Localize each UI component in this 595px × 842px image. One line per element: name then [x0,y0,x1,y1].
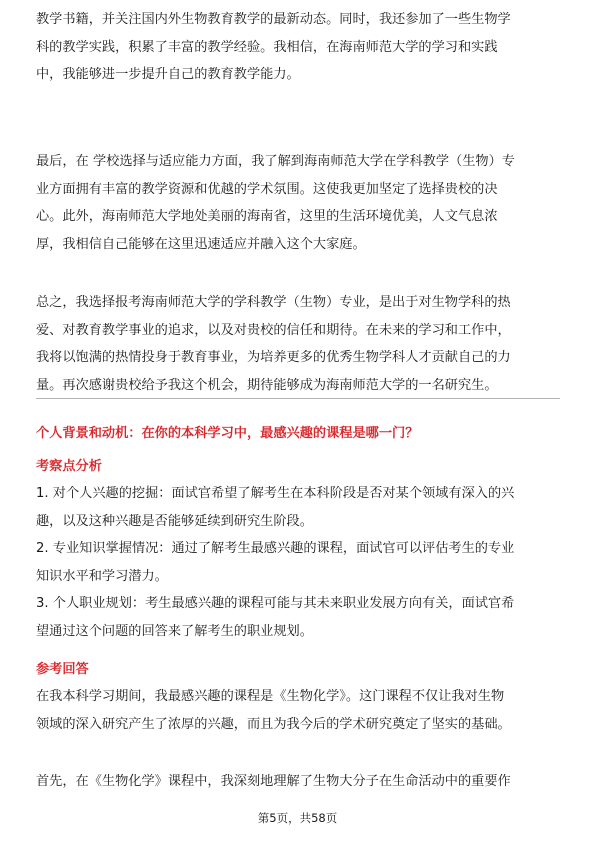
text-line: 我将以饱满的热情投身于教育事业，为培养更多的优秀生物学科人才贡献自己的力 [36,350,511,366]
text-line: 中，我能够进一步提升自己的教育教学能力。 [36,67,300,83]
analysis-item [36,590,560,645]
analysis-item [36,535,560,590]
text-line: 1. 对个人兴趣的挖掘：面试官希望了解考生在本科阶段是否对某个领域有深入的兴 [36,486,515,501]
text-line: 爱、对教育教学事业的追求，以及对贵校的信任和期待。在未来的学习和工作中， [36,322,511,338]
text-line: 领域的深入研究产生了浓厚的兴趣，而且为我今后的学术研究奠定了坚实的基础。 [36,716,511,732]
paragraph-conclusion [36,289,560,399]
text-line: 心。此外，海南师范大学地处美丽的海南省，这里的生活环境优美，人文气息浓 [36,209,498,225]
text-line: 教学书籍，并关注国内外生物教育教学的最新动态。同时，我还参加了一些生物学 [36,12,511,27]
text-line: 在我本科学习期间，我最感兴趣的课程是《生物化学》。这门课程不仅让我对生物 [36,689,505,704]
text-line: 科的教学实践，积累了丰富的教学经验。我相信，在海南师范大学的学习和实践 [36,39,498,55]
page-number: 第5页，共58页 [257,811,338,825]
text-line: 最后，在 学校选择与适应能力方面，我了解到海南师范大学在学科教学（生物）专 [36,154,515,169]
text-line: 知识水平和学习潜力。 [36,568,168,584]
text-line: 厚，我相信自己能够在这里迅速适应并融入这个大家庭。 [36,236,366,252]
paragraph-teaching-experience [36,6,560,89]
paragraph-adaptability [36,148,560,258]
text-line: 业方面拥有丰富的教学资源和优越的学术氛围。这使我更加坚定了选择贵校的决 [36,181,498,197]
text-line: 3. 个人职业规划：考生最感兴趣的课程可能与其未来职业发展方向有关，面试官希 [36,596,515,612]
analysis-item [36,480,560,535]
analysis-heading: 考察点分析 [36,459,102,474]
answer-paragraph [36,768,560,796]
text-line: 总之，我选择报考海南师范大学的学科教学（生物）专业，是出于对生物学科的热 [36,295,511,310]
answer-paragraph [36,683,560,738]
text-line: 趣，以及这种兴趣是否能够延续到研究生阶段。 [36,513,313,529]
text-line: 首先，在《生物化学》课程中，我深刻地理解了生物大分子在生命活动中的重要作 [36,774,511,789]
question-title: 个人背景和动机：在你的本科学习中，最感兴趣的课程是哪一门？ [36,426,419,441]
text-line: 量。再次感谢贵校给予我这个机会，期待能够成为海南师范大学的一名研究生。 [36,377,498,393]
text-line: 望通过这个问题的回答来了解考生的职业规划。 [36,623,313,639]
answer-heading: 参考回答 [36,662,89,677]
analysis-list [36,480,560,646]
text-line: 2. 专业知识掌握情况：通过了解考生最感兴趣的课程，面试官可以评估考生的专业 [36,541,515,557]
section-divider [36,398,560,399]
